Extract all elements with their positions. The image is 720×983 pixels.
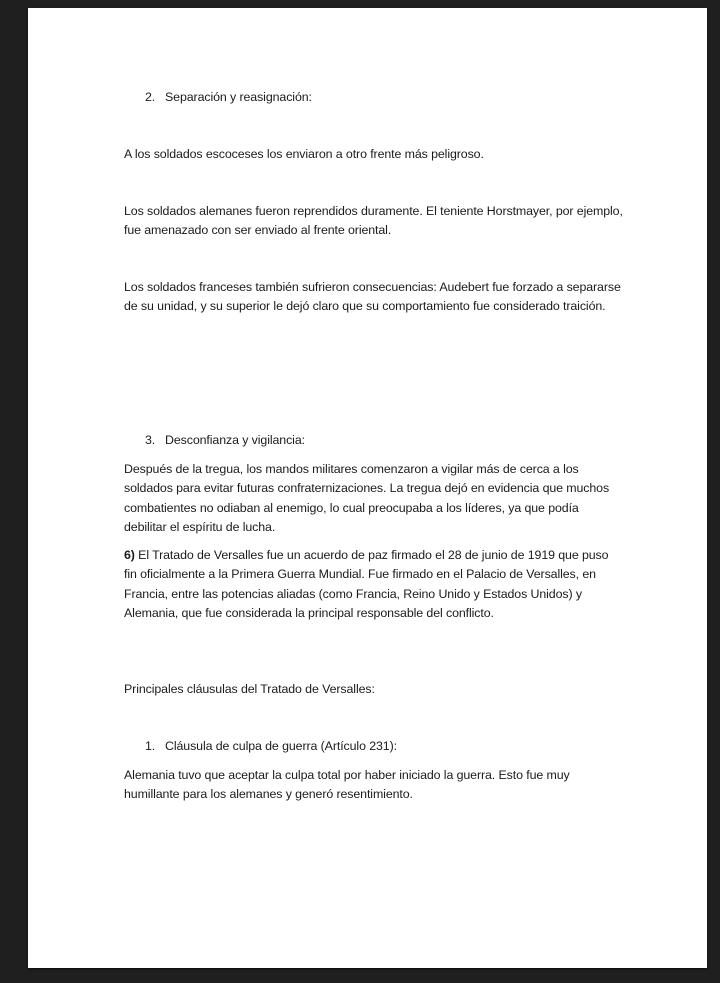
paragraph-tratado-versalles (124, 546, 624, 624)
list-heading: Separación y reasignación: (165, 90, 312, 104)
list-heading: Desconfianza y vigilancia: (165, 433, 305, 447)
answer-text: El Tratado de Versalles fue un acuerdo de paz firmado el 28 de junio de 1919 que puso fin oficialmente a la Primera Guerra Mundial. Fue firmado en el Palacio de Versalles, en Francia, entre las potencias aliadas (como Francia, Reino Unido y Estados Unidos) y Alemania, que fue considerada la principal responsable del conflicto. (124, 548, 609, 621)
paragraph-culpa: Alemania tuvo que aceptar la culpa total por haber iniciado la guerra. Esto fue muy humillante para los alemanes y generó resentimiento. (124, 768, 570, 802)
list-number: 3. (145, 433, 156, 447)
list-item-desconfianza (145, 431, 305, 450)
paragraph-vigilancia: Después de la tregua, los mandos militares comenzaron a vigilar más de cerca a los soldados para evitar futuras confraternizaciones. La tregua dejó en evidencia que muchos combatientes no odiaban al enemigo, lo cual preocupaba a los líderes, ya que podía debilitar el espíritu de lucha. (124, 462, 610, 535)
answer-label: 6) (124, 548, 135, 562)
paragraph-escoceses: A los soldados escoceses los enviaron a otro frente más peligroso. (124, 147, 484, 161)
list-number: 2. (145, 90, 156, 104)
clauses-title: Principales cláusulas del Tratado de Versalles: (124, 682, 375, 696)
list-item-separacion (145, 88, 312, 107)
list-heading: Cláusula de culpa de guerra (Artículo 231): (165, 739, 397, 753)
paragraph-franceses: Los soldados franceses también sufrieron consecuencias: Audebert fue forzado a separarse de su unidad, y su superior le dejó claro que su comportamiento fue considerado traición. (124, 280, 621, 314)
list-number: 1. (145, 739, 156, 753)
list-item-culpa-guerra (145, 737, 397, 756)
document-page (28, 8, 707, 968)
paragraph-alemanes: Los soldados alemanes fueron reprendidos duramente. El teniente Horstmayer, por ejemplo, fue amenazado con ser enviado al frente oriental. (124, 204, 623, 238)
